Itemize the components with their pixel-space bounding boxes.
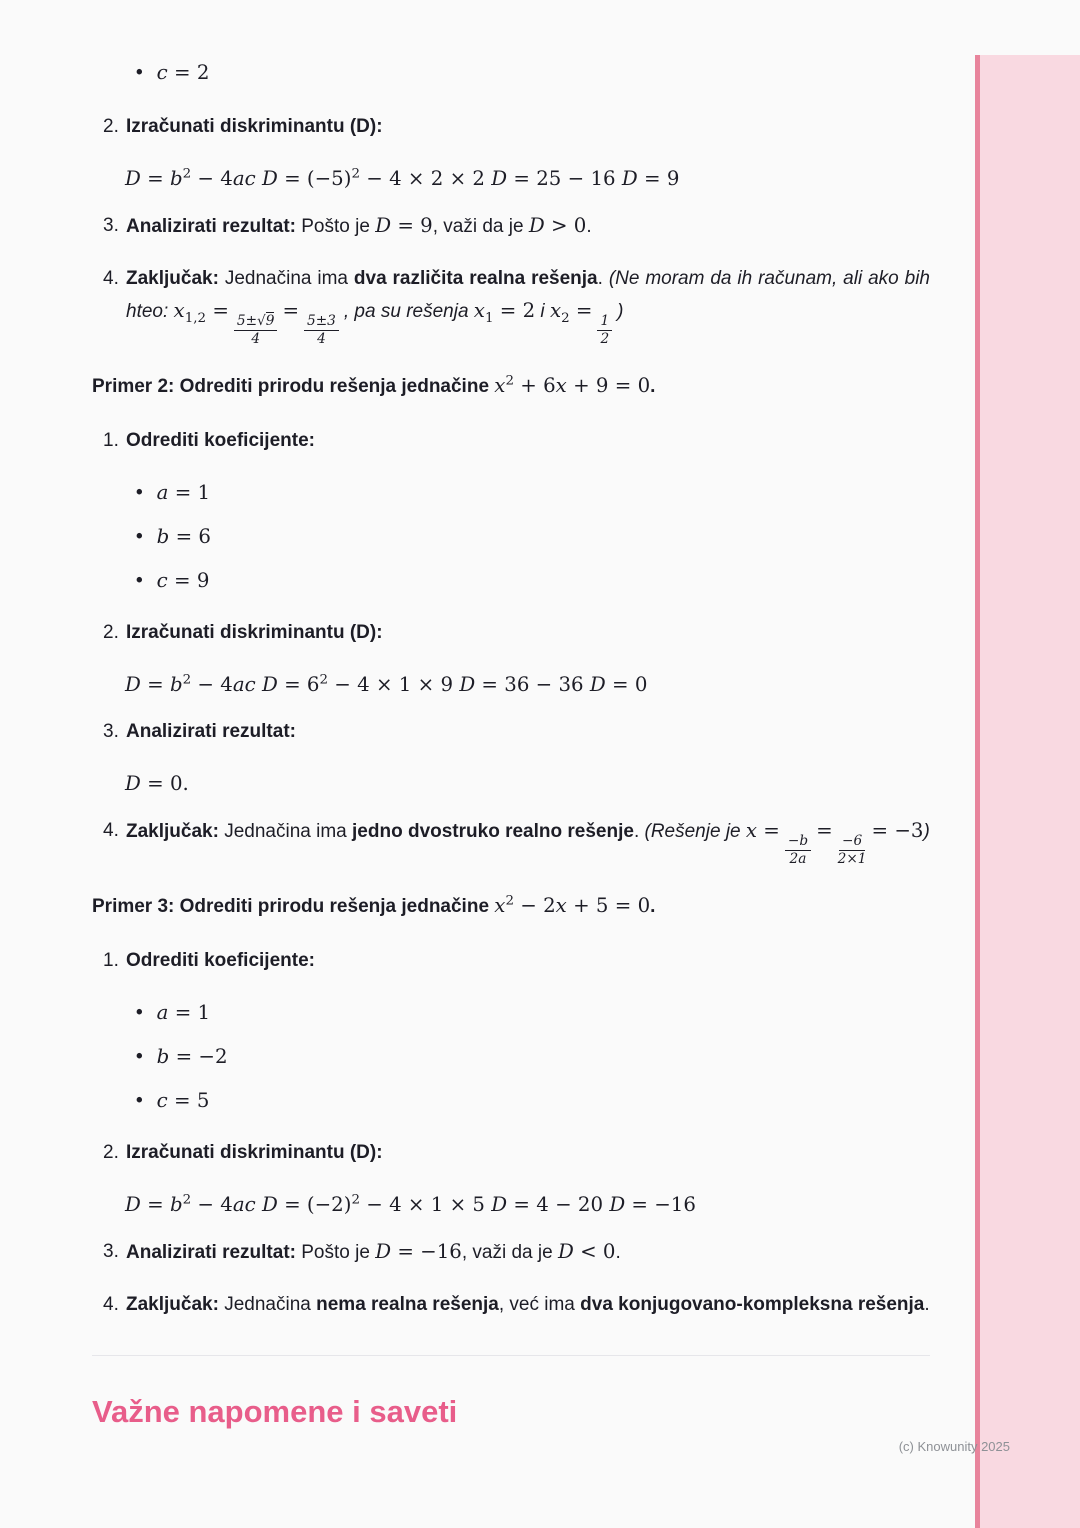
numbered-step	[92, 815, 930, 868]
step-text: Jednačina ima	[218, 820, 353, 842]
inline-math: D < 0	[557, 1239, 616, 1263]
coefficient-value: c = 9	[156, 568, 210, 592]
inline-math: $x^2 - 2x + 5 = 0$	[494, 893, 651, 917]
fraction	[785, 834, 811, 868]
fraction-numerator: 1	[597, 314, 612, 332]
fraction-numerator: −b	[785, 834, 811, 852]
copyright-text: (c) Knowunity 2025	[898, 1439, 1010, 1454]
list-item	[136, 477, 930, 509]
numbered-step	[92, 945, 930, 977]
formula: $D = b^2 - 4ac$ $D = (-5)^2 - 4 \times 2 \times 2$ D = 25 − 16 D = 9	[125, 166, 680, 190]
numbered-step	[92, 617, 930, 649]
inline-math: D = −16	[375, 1239, 462, 1263]
note-text: )	[617, 301, 624, 322]
inline-math: D = 9	[375, 214, 433, 237]
formula: $D = b^2 - 4ac$ $D = (-2)^2 - 4 \times 1 \times 5$ D = 4 − 20 D = −16	[125, 1192, 696, 1216]
step-label: Zaključak:	[126, 1293, 219, 1315]
list-item	[136, 997, 930, 1029]
section-heading: Važne napomene i saveti	[92, 1393, 458, 1429]
fraction	[597, 314, 612, 348]
inline-math: $x_{1,2}$ =	[173, 299, 229, 326]
coefficient-list	[92, 997, 930, 1117]
bullet-icon: •	[136, 481, 143, 503]
step-text: .	[633, 820, 645, 842]
coefficient-value: b = −2	[156, 1044, 228, 1068]
numbered-step	[92, 1137, 930, 1169]
coefficient-value: a = 1	[156, 1000, 211, 1024]
display-math	[92, 669, 930, 702]
fraction	[838, 834, 867, 868]
display-math	[92, 1189, 930, 1222]
note-text: (Rešenje je	[644, 820, 746, 842]
step-label: Izračunati diskriminantu (D):	[126, 621, 383, 643]
step-number: 2.	[103, 116, 119, 137]
step-body	[126, 1289, 930, 1321]
step-text: , već ima	[498, 1293, 581, 1315]
list-item	[136, 1085, 930, 1117]
step-label: Izračunati diskriminantu (D):	[126, 1141, 383, 1163]
fraction-denominator: 2a	[789, 851, 807, 868]
fraction-denominator: 4	[251, 331, 261, 348]
step-text: .	[924, 1293, 930, 1315]
formula: D = 0.	[125, 771, 189, 795]
step-number: 3.	[103, 215, 119, 236]
coefficient-value: c = 5	[156, 1088, 210, 1112]
step-label: Zaključak:	[126, 268, 219, 289]
numbered-step	[92, 716, 930, 748]
step-body	[126, 263, 930, 348]
step-body	[126, 1236, 930, 1269]
step-text: Pošto je	[295, 216, 376, 237]
fraction-numerator: −6	[839, 834, 865, 852]
numbered-step	[92, 425, 930, 457]
formula: $D = b^2 - 4ac$ $D = 6^2 - 4 \times 1 \times 9$ D = 36 − 36 D = 0	[125, 672, 648, 696]
numbered-step	[92, 1236, 930, 1269]
note-text: , pa su rešenja	[343, 301, 474, 322]
fraction	[304, 314, 339, 348]
section-divider	[92, 1355, 930, 1356]
step-label: Zaključak:	[126, 820, 219, 842]
step-body	[126, 425, 930, 457]
coefficient-value: a = 1	[156, 480, 211, 504]
step-number: 3.	[103, 1240, 119, 1262]
emphasis-text: jedno dvostruko realno rešenje	[352, 820, 634, 842]
step-text: Jednačina	[218, 1293, 317, 1315]
coefficient-value: b = 6	[156, 524, 211, 548]
emphasis-text: nema realna rešenja	[316, 1293, 499, 1315]
numbered-step	[92, 210, 930, 243]
step-label: Odrediti koeficijente:	[126, 949, 315, 971]
inline-math: $x_1 = 2$	[473, 299, 536, 326]
step-label: Odrediti koeficijente:	[126, 429, 315, 451]
numbered-step	[92, 1289, 930, 1321]
fraction-denominator: 2×1	[837, 851, 867, 868]
bullet-icon: •	[136, 1001, 143, 1023]
step-text: .	[586, 216, 592, 237]
inline-math: $x^2 + 6x + 9 = 0$	[494, 373, 651, 397]
step-body	[126, 945, 930, 977]
note-text: (Ne moram da ih računam, ali ako bih hteo:	[126, 268, 930, 322]
fraction	[234, 314, 278, 348]
step-text: .	[615, 1241, 621, 1263]
inline-math: x =	[745, 818, 780, 842]
step-text: , važi da je	[461, 1241, 558, 1263]
step-text: Jednačina ima	[218, 268, 354, 289]
bullet-icon: •	[136, 1089, 143, 1111]
step-body	[126, 111, 930, 143]
list-item	[136, 1041, 930, 1073]
coefficient-list	[92, 477, 930, 597]
step-body	[126, 716, 930, 748]
inline-math: = −3	[871, 818, 924, 842]
fraction-denominator: 4	[317, 331, 326, 348]
bullet-icon: •	[136, 525, 143, 547]
step-label: Analizirati rezultat:	[126, 216, 296, 237]
numbered-step	[92, 111, 930, 143]
step-number: 4.	[103, 1293, 119, 1315]
list-item	[136, 57, 930, 89]
step-text: .	[597, 268, 609, 289]
note-text: )	[923, 820, 930, 842]
numbered-step	[92, 263, 930, 348]
title-text: Primer 2: Odrediti prirodu rešenja jednačine	[92, 375, 495, 397]
example-title	[92, 370, 930, 403]
bullet-icon: •	[136, 1045, 143, 1067]
fraction-numerator: 5±√9	[234, 314, 278, 332]
title-text: Primer 3: Odrediti prirodu rešenja jednačine	[92, 895, 495, 917]
fraction-numerator: 5±3	[304, 314, 339, 332]
coefficient-value: c = 2	[156, 61, 210, 84]
step-number: 1.	[103, 949, 119, 971]
note-text: i	[535, 301, 550, 322]
step-number: 2.	[103, 1141, 119, 1163]
step-number: 1.	[103, 429, 119, 451]
step-body	[126, 815, 930, 868]
title-text: .	[650, 375, 656, 397]
list-item	[136, 521, 930, 553]
example-title	[92, 890, 930, 923]
step-text: , važi da je	[432, 216, 529, 237]
display-math	[92, 163, 930, 196]
step-body	[126, 617, 930, 649]
inline-math: =	[816, 818, 833, 842]
step-number: 2.	[103, 621, 119, 643]
inline-math: =	[282, 299, 300, 322]
bullet-icon: •	[136, 569, 143, 591]
emphasis-text: dva konjugovano-kompleksna rešenja	[580, 1293, 925, 1315]
step-text: Pošto je	[295, 1241, 376, 1263]
step-number: 4.	[103, 819, 119, 841]
inline-math: $x_2$ =	[549, 299, 593, 326]
step-body	[126, 1137, 930, 1169]
coefficient-list	[92, 57, 930, 89]
step-label: Analizirati rezultat:	[126, 1241, 296, 1263]
title-text: .	[650, 895, 656, 917]
step-label: Izračunati diskriminantu (D):	[126, 116, 383, 137]
bullet-icon: •	[136, 62, 143, 83]
step-label: Analizirati rezultat:	[126, 720, 296, 742]
step-number: 4.	[103, 268, 119, 289]
step-number: 3.	[103, 720, 119, 742]
fraction-denominator: 2	[600, 331, 610, 348]
display-math	[92, 768, 930, 801]
step-body	[126, 210, 930, 243]
emphasis-text: dva različita realna rešenja	[353, 268, 598, 289]
list-item	[136, 565, 930, 597]
inline-math: D > 0	[528, 214, 587, 237]
